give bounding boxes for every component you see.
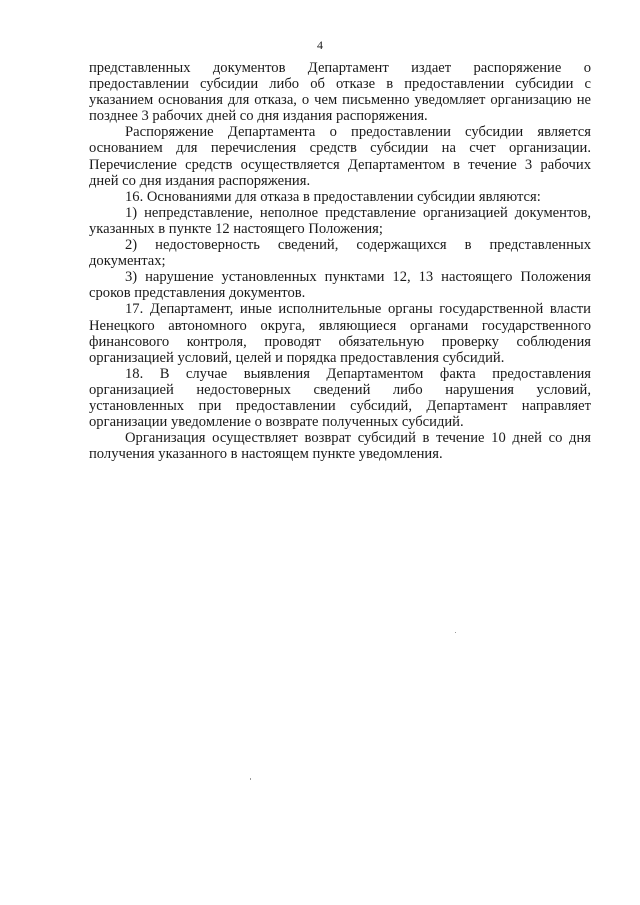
scan-speck — [455, 632, 456, 633]
paragraph-decision-continuation: представленных документов Департамент издает распоряжение о предоставлении субсидии либо об отказе в предоставлении субсидии с указанием основания для отказа, о чем письменно уведомляет организацию не позднее 3 рабочих дней со дня издания распоряжения. — [89, 60, 591, 125]
scan-speck — [250, 778, 251, 780]
paragraph-18-violation: 18. В случае выявления Департаментом факта предоставления организацией недостоверных сведений либо нарушения условий, установленных при предоставлении субсидий, Департамент направляет организации уведомление о возврате полученных субсидий. — [89, 365, 591, 431]
paragraph-16-item-1: 1) непредставление, неполное представление организацией документов, указанных в пункте 12 настоящего Положения; — [89, 204, 591, 237]
paragraph-transfer-basis: Распоряжение Департамента о предоставлении субсидии является основанием для перечисления средств субсидии на счет организации. Перечисление средств осуществляется Департаментом в течение 3 рабочих дней со дня издания распоряжения. — [89, 124, 591, 189]
paragraph-16-refusal-grounds: 16. Основаниями для отказа в предоставлении субсидии являются: — [125, 188, 541, 205]
paragraph-17-control: 17. Департамент, иные исполнительные органы государственной власти Ненецкого автономного округа, являющиеся органами государственного финансового контроля, проводят обязательную проверку соблюдения организацией условий, целей и порядка предоставления субсидий. — [89, 301, 591, 366]
paragraph-16-item-2: 2) недостоверность сведений, содержащихся в представленных документах; — [89, 237, 591, 270]
paragraph-16-item-3: 3) нарушение установленных пунктами 12, 13 настоящего Положения сроков представления документов. — [89, 269, 591, 302]
page-number: 4 — [317, 38, 323, 52]
paragraph-18-return: Организация осуществляет возврат субсидий в течение 10 дней со дня получения указанного в настоящем пункте уведомления. — [89, 430, 591, 463]
document-body — [89, 60, 591, 462]
